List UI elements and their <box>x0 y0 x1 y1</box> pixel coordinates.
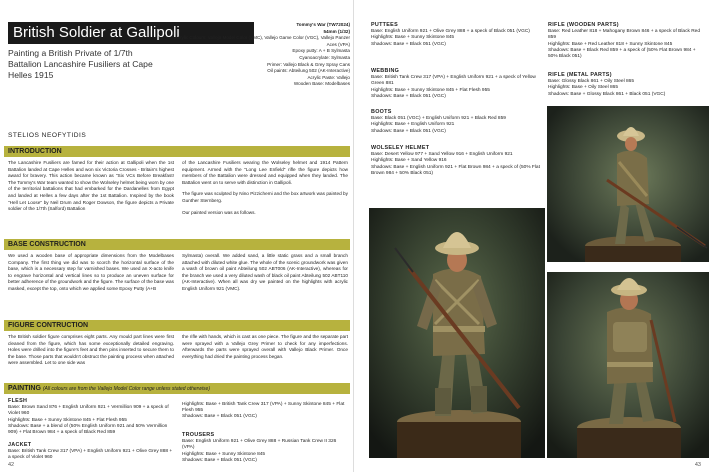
recipe-line: Highlights: Base + Sunny Skintone 845 + Flat Flesh 955 <box>8 417 127 423</box>
boots-recipe <box>371 109 541 135</box>
intro-column-1: The Lancashire Fusiliers are famed for their action at Gallipoli when the 1st Battalion landed at Cape Helles and won six Victoria Crosses - Britain's highest award for bravery. This action became known as "Six VCs Before Breakfast! The Tommy's War team wanted to show the Wolseley helmet being worn by one of the territorial battalions that had embarked for the Dardanelles from Egypt and landed at Helles a few days after the 1st Battalion. Inspired by the book "Hell Let Loose" by Neil Drum and Roger Dowson, the figure depicts a Private soldier of the 1/7th (Salford) Battalion <box>8 160 174 212</box>
recipe-line: Base: Glossy Black 861 + Oily Steel 865 <box>548 79 634 85</box>
trousers-heading: TROUSERS <box>182 432 215 438</box>
spec-line: Tommy's War (TW72024) <box>296 22 350 27</box>
recipe-line: Shadows: Base + English Uniform 921 + Flat Brown 984 + a speck of (50% Flat Brown 984 + 50% Black 051) <box>371 164 540 176</box>
right-page <box>355 0 709 472</box>
spec-line: Acrylic Colours: Vallejo Model Color (VMC), Vallejo Game Color (VGC), Vallejo Panzer Aces (VPA) <box>174 35 350 47</box>
recipe-line: Highlights: Base + Oily Steel 865 <box>548 85 618 91</box>
jacket-heading: JACKET <box>8 442 32 448</box>
spec-line: Oil paints: Abteilung 502 (AK-Interactive) <box>267 68 350 74</box>
recipe-line: Highlights: Base + Sunny Skintone 845 + Flat Flesh 955 <box>371 87 490 93</box>
recipe-line: Shadows: Base + Black 051 (VGC) <box>371 93 446 99</box>
rifle-wood-heading: RIFLE (WOODEN PARTS) <box>548 22 619 28</box>
painting-note: (All colours are from the Vallejo Model Color range unless stated otherwise) <box>42 386 211 392</box>
puttees-recipe <box>371 22 541 48</box>
figure-column-2: the rifle with hands, which is cast as one piece. The figure and the separate part were sprayed with a Vallejo Grey Primer to check for any imperfections. Afterwards the parts were sprayed overall with Vallejo Black Primer. Once everything had dried the painting process began. <box>182 334 348 359</box>
recipe-line: Base: Red Leather 818 + Mahogany Brown 846 + a speck of Black Red 859 <box>548 29 700 41</box>
spec-line: Cyanoacrylate: Sylmasta <box>299 54 350 60</box>
recipe-line: Shadows: Base + Glossy Black 861 + Black 051 (VGC) <box>548 91 666 97</box>
webbing-heading: WEBBING <box>371 68 400 74</box>
recipe-line: Base: English Uniform 921 + Olive Grey 888 + a speck of Black 051 (VGC) <box>371 29 530 35</box>
article-subtitle: Painting a British Private of 1/7th Battalion Lancashire Fusiliers at Cape Helles 1915 <box>8 48 153 80</box>
flesh-heading: FLESH <box>8 398 28 404</box>
section-heading-painting <box>4 383 350 394</box>
recipe-line: Highlights: Base + Sunny Skintone 845 <box>182 451 266 457</box>
painting-heading-label: PAINTING <box>8 385 41 392</box>
recipe-line: Highlights: Base + Sunny Skintone 845 <box>371 35 455 41</box>
base-column-1: We used a wooden base of appropriate dimensions from the Modelbases Company. The first thing we did was to scorch the horizontal surface of the base, which is a necessary step for varnished bases. We used an X-acto knife to engrave horizontal and vertical lines so to produce an uneven surface for better adherence of the groundwork and the figure. The surface of the base was masked, except the top, onto which we applied some Epoxy Putty (A+B <box>8 253 174 291</box>
recipe-line: Shadows: Base + Black 051 (VGC) <box>182 457 257 463</box>
recipe-line: Shadows: Base + Black 051 (VGC) <box>371 128 446 134</box>
spec-line: Wooden Base: Modelbases <box>293 81 350 87</box>
recipe-line: Highlights: Base + English Uniform 921 <box>371 122 455 128</box>
spec-line: 54mm (1/32) <box>323 28 350 34</box>
spec-line: Primer: Vallejo Black & Grey Spray Cans <box>267 61 350 67</box>
photo-soldier-back-view <box>547 272 709 458</box>
rifle-metal-heading: RIFLE (METAL PARTS) <box>548 72 612 78</box>
jacket-recipe-continued <box>182 402 348 421</box>
webbing-recipe <box>371 68 541 100</box>
rifle-metal-recipe <box>548 72 706 98</box>
recipe-line: Base: British Tank Crew 317 (VPA) + English Uniform 921 + a speck of Yellow Green 881 <box>371 75 536 87</box>
recipe-line: Shadows: Base + Black 051 (VGC) <box>182 414 257 420</box>
recipe-line: Base: Black 051 (VGC) + English Uniform 921 + Black Red 859 <box>371 116 506 122</box>
page-number: 43 <box>694 462 701 468</box>
author-name: STELIOS NEOFYTIDIS <box>8 132 87 139</box>
helmet-heading: WOLSELEY HELMET <box>371 145 430 151</box>
photo-soldier-side-view <box>547 106 709 262</box>
jacket-recipe <box>8 442 174 462</box>
boots-heading: BOOTS <box>371 109 392 115</box>
recipe-line: Shadows: Base + Black 051 (VGC) <box>371 41 446 47</box>
recipe-line: Shadows: Base + Black Red 859 + a speck of (50% Flat Brown 984 + 50% Black 051) <box>548 47 696 60</box>
article-title: British Soldier at Gallipoli <box>8 22 254 44</box>
trousers-recipe <box>182 432 348 464</box>
left-page <box>0 0 354 472</box>
puttees-heading: PUTTEES <box>371 22 398 28</box>
photo-soldier-front-view <box>369 208 545 458</box>
page-number: 42 <box>8 462 15 468</box>
recipe-line: Highlights: Base + Red Leather 818 + Sunny Skintone 845 <box>548 41 673 47</box>
recipe-line: Base: Brown Sand 876 + English Uniform 921 + Vermillion 909 + a speck of Violet 960 <box>8 405 169 417</box>
intro-column-2 <box>182 160 348 216</box>
recipe-line: Base: British Tank Crew 317 (VPA) + English Uniform 921 + Olive Grey 888 + a speck of Violet 960 <box>8 449 173 461</box>
figure-column-1: The British soldier figure comprises eight parts. Any mould part lines were first cleaned from the figure, which has some exceptionally detailed engraving. Holes were drilled into the figure's feet and then pins inserted to secure them to the base. Those parts that wouldn't obstruct the painting process when attached were assembled. Let to one side was <box>8 334 174 366</box>
intro-paragraph: The figure was sculpted by Nino Pizzichemi and the box artwork was painted by Gunther Sternberg. <box>182 191 348 203</box>
intro-paragraph: of the Lancashire Fusiliers wearing the Wolseley helmet and 1914 Pattern equipment. Armed with the "Long Lee Enfield" rifle the figure depicts how members of the Battalion were dressed and equipped when they landed. The Battalion went on to serve with distinction in Gallipoli. <box>182 160 348 185</box>
section-heading-introduction: INTRODUCTION <box>4 146 350 157</box>
recipe-line: Highlights: Base + Sand Yellow 916 <box>371 158 447 164</box>
specs-box <box>172 22 350 88</box>
section-heading-base-construction: BASE CONSTRUCTION <box>4 239 350 250</box>
recipe-line: Base: Desert Yellow 977 + Sand Yellow 916 + English Uniform 921 <box>371 152 513 158</box>
flesh-recipe <box>8 398 174 436</box>
spec-line: Epoxy putty: A + B Sylmasta <box>292 48 350 54</box>
spec-line: Acrylic Paste: Vallejo <box>307 74 350 80</box>
rifle-wood-recipe <box>548 22 706 60</box>
recipe-line: Base: English Uniform 921 + Olive Grey 888 + Russian Tank Crew II 326 (VPA) <box>182 439 337 451</box>
recipe-line: Highlights: Base + British Tank Crew 317 (VPA) + Sunny Skintone 845 + Flat Flesh 955 <box>182 402 345 414</box>
intro-paragraph: Our painted version was as follows. <box>182 209 256 215</box>
section-heading-figure-construction: FIGURE CONTRUCTION <box>4 320 350 331</box>
helmet-recipe <box>371 145 541 177</box>
recipe-line: Shadows: Base + a blend of (50% English Uniform 921 and 50% Vermillion 909) + Flat Brown 984 + a speck of Black Red 859 <box>8 423 168 436</box>
base-column-2: Sylmasta) overall. We added sand, a little static grass and a small branch attached with diluted white glue. The whole of the scenic groundwork was given a wash of brown oil paint Abteilung 502 ABT006 (AK-Interactive), whereas for the branch we used a very diluted wash of black oil paint Abteilung 502 ABT110 (AK-Interactive). When all was dry we painted on the highlights with acrylic English Uniform 921 (VMC). <box>182 253 348 291</box>
